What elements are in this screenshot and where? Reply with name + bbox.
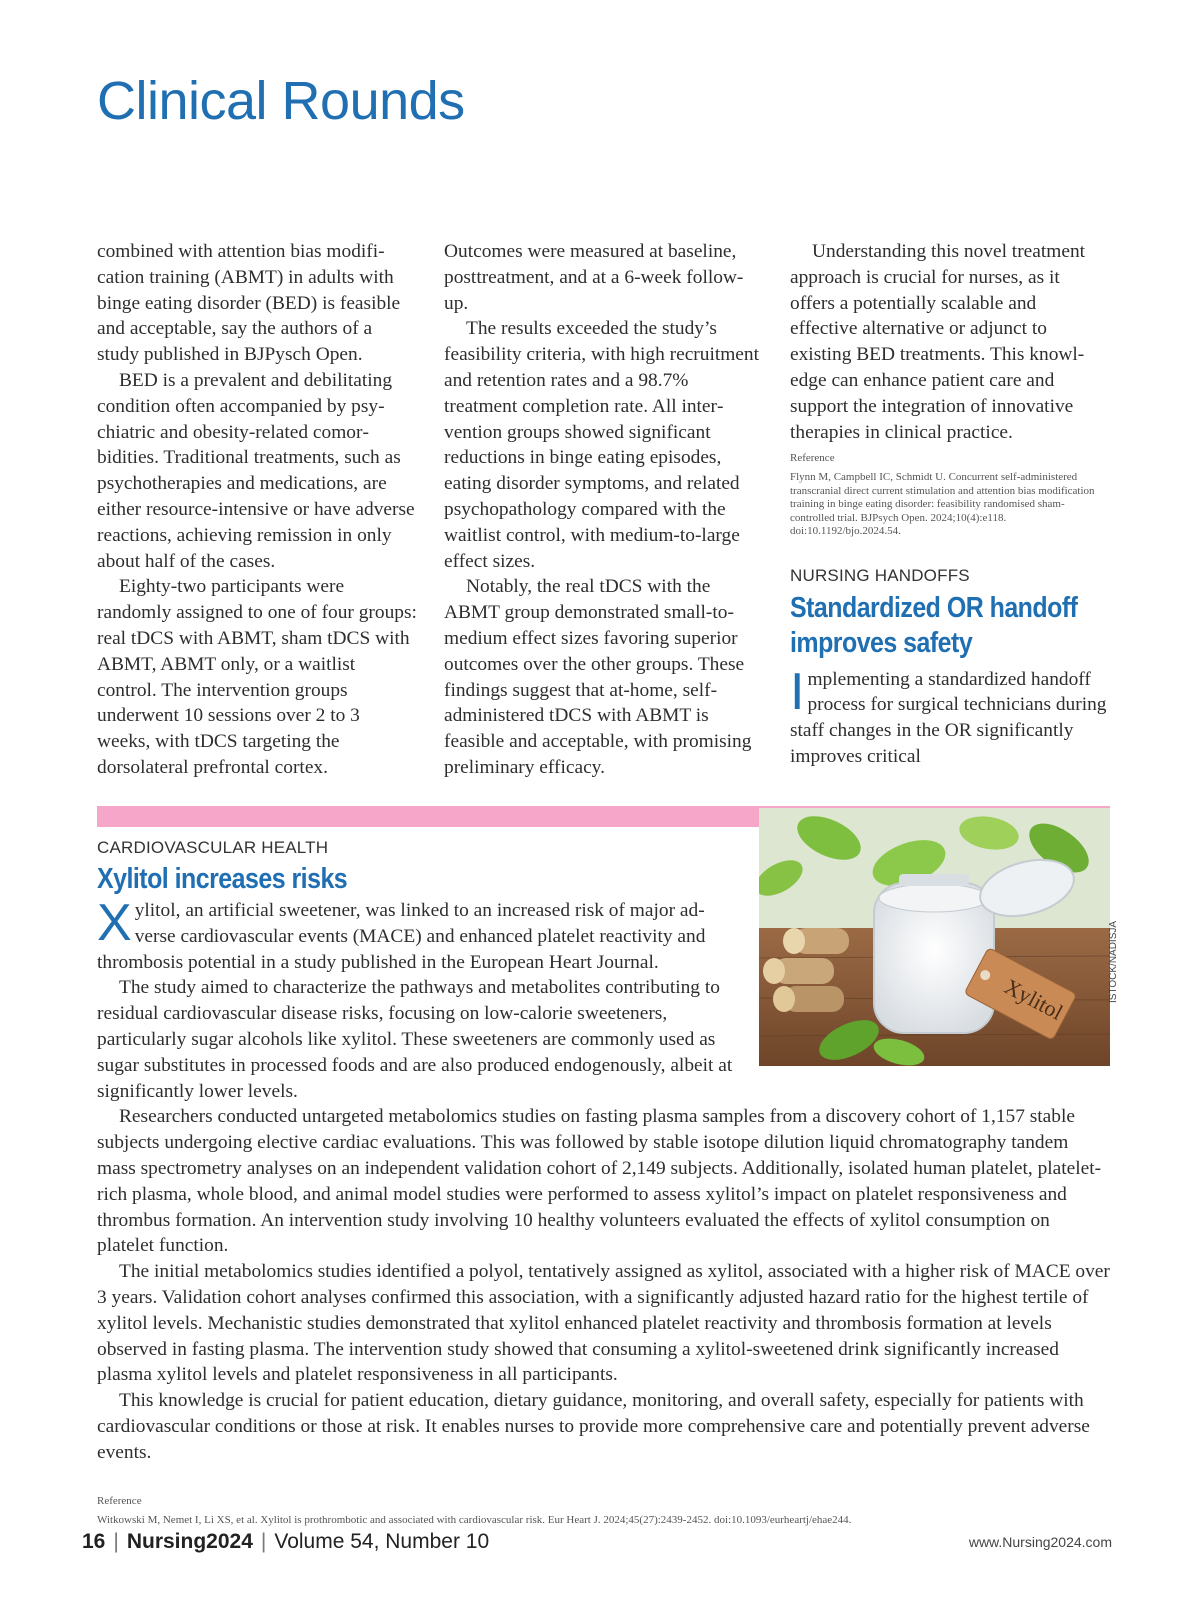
body-paragraph: This knowledge is crucial for patient education, dietary guidance, monitoring, and overall safety, especially for patients with cardiovascular conditions or those at risk. It enables nurses to provide more comprehensive care and potentially prevent adverse events.: [97, 1390, 1090, 1463]
xylitol-reference: [97, 1488, 1110, 1528]
footer-left: [82, 1530, 489, 1554]
bed-article-column-2: [444, 239, 764, 781]
page-number: 16: [82, 1530, 106, 1553]
photo-credit: ISTOCK/NADISJA: [1108, 920, 1119, 1003]
body-paragraph: combined with attention bias modification training (ABMT) in adults with binge eating disorder (BED) is feasible and acceptable, say the authors of a study published in BJPysch Open.: [97, 241, 401, 366]
section-kicker: CARDIOVASCULAR HEALTH: [97, 838, 329, 857]
masthead-title: Clinical Rounds: [97, 71, 465, 131]
lead-text: mplementing a standardized handoff process for surgical technicians during staff changes in the OR significantly improves critical: [790, 668, 1107, 768]
body-paragraph: Researchers conducted untargeted metabolomics studies on fasting plasma samples from a discovery cohort of 1,157 stable subjects undergoing elective cardiac evaluations. This was followed by stable isotope dilution liquid chromatography tandem mass spectrometry analyses on an independent validation cohort of 2,149 subjects. Additionally, isolated human platelet, platelet-rich plasma, whole blood, and animal model studies were performed to assess xylitol’s impact on platelet responsiveness and thrombus formation. An intervention study involving 10 healthy volunteers evaluated the effects of xylitol consumption on platelet function.: [97, 1106, 1102, 1257]
lead-text: ylitol, an artificial sweetener, was linked to an increased risk of major adverse cardiovascular events (MACE) and enhanced platelet reactivity and thrombosis potential in a study published in the European Heart Journal.: [97, 900, 706, 973]
article-headline: Xylitol increases risks: [97, 863, 348, 895]
reference-text: Flynn M, Campbell IC, Schmidt U. Concurrent self-administered transcranial direct current stimulation and attention bias modification training in binge eating disorder: feasibility randomised sham-controlled trial. BJPsych Open. 2024;10(4):e118. doi:10.1192/bjo.2024.54.: [790, 471, 1095, 538]
reference-label: Reference: [790, 452, 835, 465]
article-lead-paragraph: [790, 662, 1108, 770]
body-paragraph: The results exceeded the study’s feasibility criteria, with high recruitment and retention rates and a 98.7% treatment completion rate. All intervention groups showed significant reductions in binge eating episodes, eating disorder symptoms, and related psychopathology compared with the waitlist control, with medium-to-large effect sizes.: [444, 318, 759, 572]
reference-text: Witkowski M, Nemet I, Li XS, et al. Xylitol is prothrombotic and associated with cardiovascular risk. Eur Heart J. 2024;45(27):2439-2452. doi:10.1093/eurheartj/ehae244.: [97, 1514, 852, 1526]
drop-cap: X: [97, 894, 132, 952]
body-paragraph: Outcomes were measured at baseline, posttreatment, and at a 6-week follow-up.: [444, 241, 744, 314]
body-paragraph: The initial metabolomics studies identified a polyol, tentatively assigned as xylitol, associated with a higher risk of MACE over 3 years. Validation cohort analyses confirmed this association, with a significantly adjusted hazard ratio for the highest tertile of xylitol levels. Mechanistic studies demonstrated that xylitol enhanced platelet reactivity and thrombosis formation at levels observed in fasting plasma. The intervention study showed that consuming a xylitol-sweetened drink significantly increased plasma xylitol levels and platelet responsiveness in all participants.: [97, 1261, 1110, 1386]
body-paragraph: Notably, the real tDCS with the ABMT group demonstrated small-to-medium effect sizes favoring superior outcomes over the other groups. These findings suggest that at-home, self-administered tDCS with ABMT is feasible and acceptable, with promising preliminary efficacy.: [444, 576, 752, 778]
body-paragraph: Understanding this novel treatment approach is crucial for nurses, as it offers a potentially scalable and effective alternative or adjunct to existing BED treatments. This knowledge can enhance patient care and support the integration of innovative therapies in clinical practice.: [790, 241, 1086, 443]
body-paragraph: Eighty-two participants were randomly assigned to one of four groups: real tDCS with ABMT, sham tDCS with ABMT, ABMT only, or a waitlist control. The intervention groups underwent 10 sessions over 2 to 3 weeks, with tDCS targeting the dorsolateral prefrontal cortex.: [97, 576, 417, 778]
section-kicker: NURSING HANDOFFS: [790, 565, 970, 585]
body-paragraph: The study aimed to characterize the pathways and metabolites contributing to residual cardiovascular disease risks, focusing on low-calorie sweeteners, particularly sugar alcohols like xylitol. These sweeteners are commonly used as sugar substitutes in processed foods and are also produced endogenously, albeit at significantly lower levels.: [97, 977, 733, 1102]
footer-url[interactable]: www.Nursing2024.com: [968, 1534, 1112, 1550]
bed-article-column-1: [97, 239, 417, 781]
tag-label: Xylitol: [1000, 973, 1068, 1025]
xylitol-photo: [759, 808, 1110, 1066]
footer-separator: |: [260, 1530, 267, 1553]
page-footer: [82, 1530, 1112, 1560]
body-paragraph: BED is a prevalent and debilitating condition often accompanied by psychiatric and obesity-related comorbidities. Traditional treatments, such as psychotherapies and medications, are either resource-intensive or have adverse reactions, achieving remission in only about half of the cases.: [97, 369, 415, 572]
bed-article-column-3: [790, 239, 1108, 770]
footer-separator: |: [113, 1530, 119, 1553]
magazine-name: Nursing2024: [126, 1530, 253, 1553]
drop-cap: I: [790, 662, 805, 721]
reference-label: Reference: [97, 1495, 142, 1507]
article-headline: Standardized OR handoff improves safety: [790, 591, 1078, 659]
xylitol-jar-image: [759, 808, 1110, 1066]
xylitol-article-body: [97, 894, 1110, 1466]
issue-info: Volume 54, Number 10: [274, 1530, 490, 1553]
